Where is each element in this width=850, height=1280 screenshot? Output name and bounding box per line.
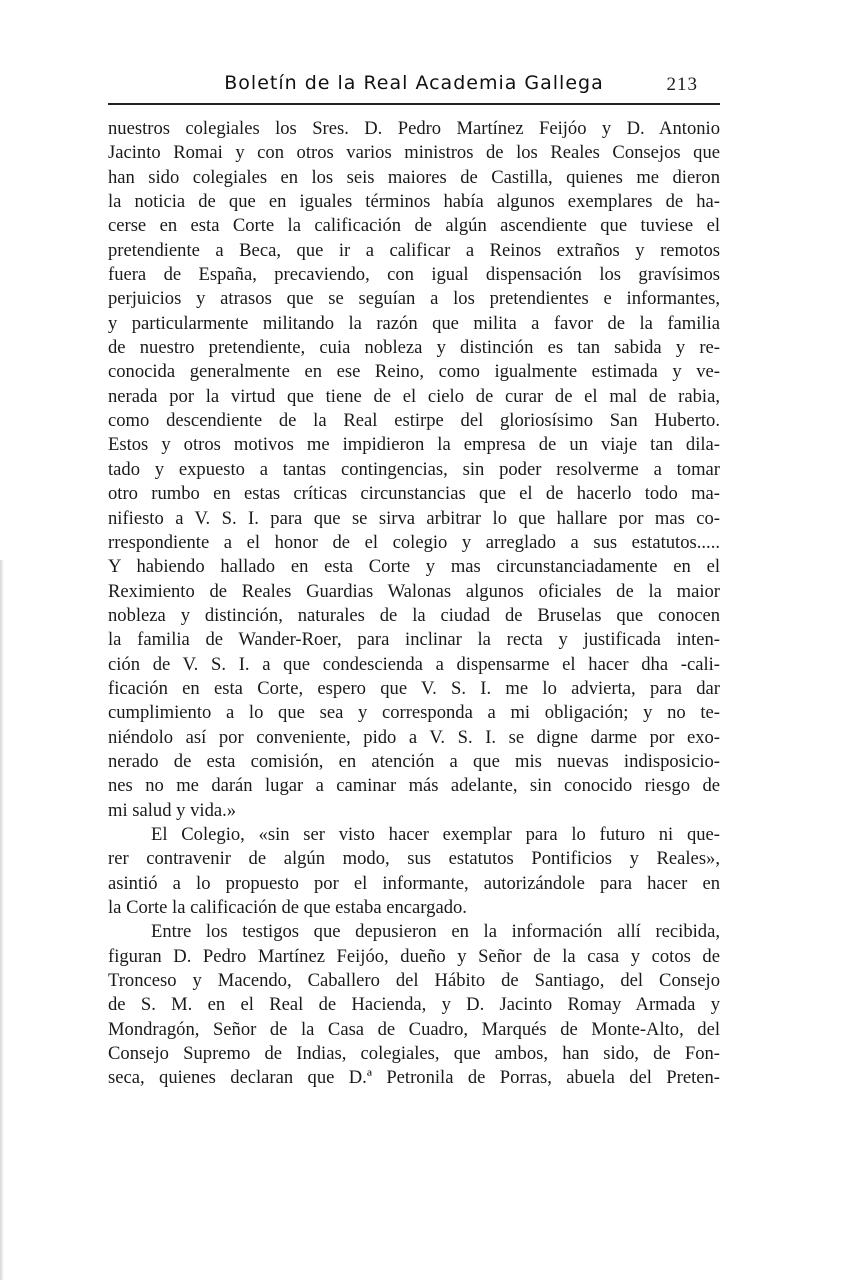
running-title: Boletín de la Real Academia Gallega — [224, 72, 604, 94]
text-line: ción de V. S. I. a que condescienda a dispensarme el hacer dha -cali- — [108, 653, 720, 675]
page-header — [108, 70, 720, 100]
header-rule — [108, 103, 720, 105]
text-line: conocida generalmente en ese Reino, como igualmente estimada y ve- — [108, 361, 720, 383]
text-line: Reximiento de Reales Guardias Walonas algunos oficiales de la maior — [108, 580, 720, 602]
text-line: nes no me darán lugar a caminar más adelante, sin conocido riesgo de — [108, 775, 720, 797]
text-line: perjuicios y atrasos que se seguían a los pretendientes e informantes, — [108, 288, 720, 310]
text-line: Consejo Supremo de Indias, colegiales, que ambos, han sido, de Fon- — [108, 1043, 720, 1065]
text-line: la Corte la calificación de que estaba encargado. — [108, 897, 467, 918]
text-line: pretendiente a Beca, que ir a calificar a Reinos extraños y remotos — [108, 239, 720, 261]
text-line: como descendiente de la Real estirpe del gloriosísimo San Huberto. — [108, 410, 720, 432]
text-line: niéndolo así por conveniente, pido a V. S. I. se digne darme por exo- — [108, 726, 720, 748]
text-line: mi salud y vida.» — [108, 799, 237, 821]
text-line: otro rumbo en estas críticas circunstancias que el de hacerlo todo ma- — [108, 483, 720, 505]
text-line: rrespondiente a el honor de el colegio y arreglado a sus estatutos..... — [108, 531, 720, 553]
text-line: nerada por la virtud que tiene de el cielo de curar de el mal de rabia, — [108, 385, 720, 407]
text-line: Tronceso y Macendo, Caballero del Hábito de Santiago, del Consejo — [108, 970, 720, 992]
text-line: El Colegio, «sin ser visto hacer exemplar para lo futuro ni que- — [151, 823, 720, 845]
text-line: nobleza y distinción, naturales de la ciudad de Bruselas que conocen — [108, 604, 720, 626]
text-line: rer contravenir de algún modo, sus estatutos Pontificios y Reales», — [108, 848, 720, 870]
text-line: y particularmente militando la razón que milita a favor de la familia — [108, 312, 720, 334]
text-line: seca, quienes declaran que D.ª Petronila de Porras, abuela del Preten- — [108, 1067, 720, 1089]
page-number: 213 — [666, 74, 698, 95]
text-line: Entre los testigos que depusieron en la información allí recibida, — [151, 921, 720, 943]
text-line: la noticia de que en iguales términos había algunos exemplares de ha- — [108, 191, 720, 213]
text-line: tado y expuesto a tantas contingencias, sin poder resolverme a tomar — [108, 458, 720, 480]
text-line: Estos y otros motivos me impidieron la empresa de un viaje tan dila- — [108, 434, 720, 456]
text-line: de S. M. en el Real de Hacienda, y D. Jacinto Romay Armada y — [108, 994, 720, 1016]
body-text — [108, 117, 720, 1091]
text-line: Mondragón, Señor de la Casa de Cuadro, Marqués de Monte-Alto, del — [108, 1018, 720, 1040]
text-line: fuera de España, precaviendo, con igual dispensación los gravísimos — [108, 264, 720, 286]
text-line: la familia de Wander-Roer, para inclinar la recta y justificada inten- — [108, 629, 720, 651]
text-line: nifiesto a V. S. I. para que se sirva arbitrar lo que hallare por mas co- — [108, 507, 720, 529]
text-line: nerado de esta comisión, en atención a que mis nuevas indisposicio- — [108, 750, 720, 772]
text-line: Jacinto Romai y con otros varios ministros de los Reales Consejos que — [108, 142, 720, 164]
text-line: ficación en esta Corte, espero que V. S. I. me lo advierta, para dar — [108, 677, 720, 699]
text-line: figuran D. Pedro Martínez Feijóo, dueño y Señor de la casa y cotos de — [108, 945, 720, 967]
scan-edge-shadow — [0, 560, 4, 1280]
text-line: han sido colegiales en los seis maiores de Castilla, quienes me dieron — [108, 166, 720, 188]
text-line: de nuestro pretendiente, cuia nobleza y distinción es tan sabida y re- — [108, 337, 720, 359]
text-line: cumplimiento a lo que sea y corresponda a mi obligación; y no te- — [108, 702, 720, 724]
text-line: cerse en esta Corte la calificación de algún ascendiente que tuviese el — [108, 215, 720, 237]
text-line: nuestros colegiales los Sres. D. Pedro Martínez Feijóo y D. Antonio — [108, 118, 720, 139]
text-line: asintió a lo propuesto por el informante, autorizándole para hacer en — [108, 872, 720, 894]
text-line: Y habiendo hallado en esta Corte y mas circunstanciadamente en el — [108, 556, 720, 578]
